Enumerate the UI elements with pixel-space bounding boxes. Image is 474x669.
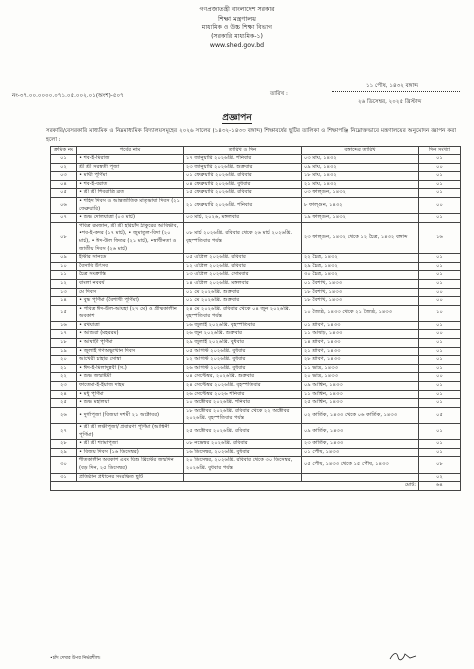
cell-days: ০০ [419, 297, 461, 306]
title-text: প্রজ্ঞাপন [222, 113, 252, 123]
section-name: (সরকারি মাধ্যমিক-১) [211, 33, 263, 40]
cell-serial: ১৩ [51, 288, 77, 297]
table-row [51, 457, 461, 473]
cell-bangla-date: ১১ আষাঢ়, ১৪৩৩ [302, 330, 419, 339]
table-row [51, 330, 461, 339]
cell-days: ০১ [419, 279, 461, 288]
cell-festival: • ঈদ-ই-মিলাদুন্নবী (স.) [77, 364, 184, 373]
cell-bangla-date: ২৩ কার্তিক, ১৪৩৩ [302, 440, 419, 449]
table-row [51, 297, 461, 306]
cell-festival: ফাতেমা-ই-ইয়াজ দাহম [77, 382, 184, 391]
cell-days: ০১ [419, 189, 461, 198]
cell-serial: ১৭ [51, 330, 77, 339]
cell-days: ০০ [419, 163, 461, 172]
cell-festival: প্রতিষ্ঠান প্রধানের সংরক্ষিত ছুটি [77, 473, 184, 482]
cell-days: ০১ [419, 356, 461, 365]
cell-days: ০১ [419, 214, 461, 223]
table-row [51, 262, 461, 271]
cell-days: ০১ [419, 347, 461, 356]
table-row [51, 390, 461, 399]
cell-days: ০১ [419, 448, 461, 457]
cell-days: ০১ [419, 254, 461, 263]
intro-paragraph: সরকারি/বেসরকারি মাধ্যমিক ও নিম্নমাধ্যমিক বিদ্যালয়সমূহের ২০২৬ সালের (১৪৩২-১৪৩৩ বঙ্গাব্দ) শিক্ষাবর্ষের ছুটির তালিকা ও শিক্ষাপঞ্জি নিম্নোক্তভাবে মন্ত্রণালয়ের অনুমোদন জ্ঞাপন করা হলো : [46, 128, 456, 143]
cell-days: ০১ [419, 262, 461, 271]
cell-days: ০০ [419, 288, 461, 297]
cell-bangla-date: ১০ জ্যৈষ্ঠ, ১৪৩৩ থেকে ২১ জ্যৈষ্ঠ, ১৪৩৩ [302, 305, 419, 321]
table-row [51, 448, 461, 457]
cell-festival: • শুভ মহালয়া [77, 399, 184, 408]
table-row [51, 356, 461, 365]
cell-days: ০১ [419, 399, 461, 408]
cell-bangla-date: ১১ ভাদ্র, ১৪৩৩ [302, 364, 419, 373]
cell-festival: • বুদ্ধ পূর্ণিমা (বৈশাখী পূর্ণিমা) [77, 297, 184, 306]
cell-days: ০১ [419, 424, 461, 440]
cell-bangla-date: ২৩ ফাল্গুন, ১৪৩২ থেকে ১২ চৈত্র, ১৪৩২ বঙ্গাব্দ [302, 222, 419, 253]
cell-festival: • শ্রী শ্রী লক্ষীপূজা/ প্রবারণা পূর্ণিমা (আশ্বিনী পূর্ণিমা) [77, 424, 184, 440]
cell-bangla-date: ২০ ভাদ্র, ১৪৩৩ [302, 373, 419, 382]
cell-days: ০১ [419, 440, 461, 449]
date-label: তারিখ : [270, 91, 288, 97]
table-row [51, 254, 461, 263]
cell-bangla-date: ৮ ফাল্গুন, ১৪৩২ [302, 197, 419, 213]
cell-festival: • শ্রী শ্রী শ্যামাপূজা [77, 440, 184, 449]
cell-serial: ০৭ [51, 214, 77, 223]
cell-days: ০১ [419, 339, 461, 348]
cell-bangla-date: ০৩ ফাল্গুন, ১৪৩২ [302, 189, 419, 198]
cell-date: ১৭ জানুয়ারি ২০২৬খ্রি. শনিবার [184, 155, 302, 164]
table-row [51, 399, 461, 408]
cell-serial: ১১ [51, 271, 77, 280]
table-row [51, 288, 461, 297]
cell-date: ২১ ফেব্রুয়ারি ২০২৬খ্রি. শনিবার [184, 197, 302, 213]
table-row [51, 271, 461, 280]
cell-date: ০৫ আগস্ট ২০২৬খ্রি. বুধবার [184, 347, 302, 356]
ministry-name: শিক্ষা মন্ত্রণালয় [217, 15, 257, 23]
cell-festival: • রথযাত্রা [77, 321, 184, 330]
cell-serial: ২৫ [51, 399, 77, 408]
table-row [51, 407, 461, 423]
cell-date: ১৪ এপ্রিল ২০২৬খ্রি. মঙ্গলবার [184, 279, 302, 288]
cell-date: ২৬ আগস্ট ২০২৬খ্রি. বুধবার [184, 364, 302, 373]
cell-festival: • শুভ দোলযাত্রা (০৩ মার্চ) [77, 214, 184, 223]
cell-serial: ০৮ [51, 222, 77, 253]
cell-days: ০০ [419, 330, 461, 339]
cell-serial: ০৪ [51, 180, 77, 189]
cell-festival: বৈসাবি উৎসব [77, 262, 184, 271]
cell-serial: ১৬ [51, 321, 77, 330]
cell-bangla-date: ১৮ মাঘ, ১৪৩২ [302, 172, 419, 181]
cell-bangla-date: ০৩ মাঘ, ১৪৩২ [302, 155, 419, 164]
cell-serial: ২৯ [51, 448, 77, 457]
cell-date: ১৩ এপ্রিল ২০২৬খ্রি. সোমবার [184, 271, 302, 280]
cell-bangla-date: ৩০ চৈত্র, ১৪৩২ [302, 271, 419, 280]
cell-bangla-date: ১১ আশ্বিন, ১৪৩৩ [302, 390, 419, 399]
cell-festival: • বিজয় দিবস (১৬ ডিসেম্বর) [77, 448, 184, 457]
footnote: •চাঁদ দেখার উপর নির্ভরশীল। [50, 656, 101, 661]
cell-festival: শ্রী শ্রী সরস্বতী পূজা [77, 163, 184, 172]
cell-date: ২৯ জুলাই ২০২৬খ্রি. বুধবার [184, 339, 302, 348]
table-row [51, 172, 461, 181]
table-row [51, 214, 461, 223]
total-label: মোট: [51, 482, 419, 491]
cell-festival: • শ্রী শ্রী শিবরাত্রি ব্রত [77, 189, 184, 198]
cell-days: ০১ [419, 382, 461, 391]
website-link[interactable]: www.shed.gov.bd [209, 42, 265, 49]
header-date: তারিখ ও দিন [184, 147, 302, 155]
table-row [51, 440, 461, 449]
cell-festival: ইস্টার সানডে [77, 254, 184, 263]
cell-date: ২০ ডিসেম্বর, ২০২৬খ্রি. রবিবার থেকে ৩০ ডিসেম্বর, ২০২৬খ্রি. বুধবার পর্যন্ত [184, 457, 302, 473]
table-row [51, 222, 461, 253]
cell-days: ১৬ [419, 222, 461, 253]
table-row [51, 473, 461, 482]
cell-serial: ০৩ [51, 172, 77, 181]
cell-serial: ১৮ [51, 339, 77, 348]
govt-title: গণপ্রজাতন্ত্রী বাংলাদেশ সরকার [199, 6, 275, 13]
cell-serial: ০১ [51, 155, 77, 164]
cell-bangla-date: ২১ শ্রাবণ, ১৪৩৩ [302, 347, 419, 356]
cell-date: ১০ অক্টোবর ২০২৬খ্রি. শনিবার [184, 399, 302, 408]
header-days: দিন সংখ্যা [419, 147, 461, 155]
table-row [51, 321, 461, 330]
division-name: মাধ্যমিক ও উচ্চ শিক্ষা বিভাগ [201, 24, 273, 31]
table-row [51, 347, 461, 356]
cell-bangla-date: ২৮ শ্রাবণ, ১৪৩৩ [302, 356, 419, 365]
cell-date: ১৮ অক্টোবর ২০২৬খ্রি. রবিবার থেকে ২২ অক্টোবর ২০২৬খ্রি. বৃহস্পতিবার পর্যন্ত [184, 407, 302, 423]
cell-festival: • আষাঢ়ী পূর্ণিমা [77, 339, 184, 348]
cell-festival: • শব-ই-বরাত [77, 180, 184, 189]
cell-date: ২৪ সেপ্টেম্বর ২০২৬খ্রি. বৃহস্পতিবার [184, 382, 302, 391]
cell-festival: আখেরী চাহার সোম্বা [77, 356, 184, 365]
cell-festival: বাংলা নববর্ষ [77, 279, 184, 288]
cell-serial: ০৫ [51, 189, 77, 198]
cell-date: ০১ মে ২০২৬খ্রি. শুক্রবার [184, 288, 302, 297]
header-serial: ক্রমিক নং [51, 147, 77, 155]
table-row [51, 373, 461, 382]
table-row [51, 339, 461, 348]
cell-serial: ০২ [51, 163, 77, 172]
cell-bangla-date: ০৯ মাঘ, ১৪৩২ [302, 163, 419, 172]
cell-serial: ১২ [51, 279, 77, 288]
table-row [51, 197, 461, 213]
memo-number: নং-৩৭.০০.০০০০.০৭১.০৫.০০২.০১(অংশ)-৫০৭ [12, 93, 124, 99]
cell-serial: ০৯ [51, 254, 77, 263]
cell-bangla-date: ০১ পৌষ, ১৪৩৩ [302, 448, 419, 457]
cell-date [184, 473, 302, 482]
cell-date: ০৪ সেপ্টেম্বর, ২০২৬খ্রি. শুক্রবার [184, 373, 302, 382]
cell-days: ০৮ [419, 457, 461, 473]
table-row [51, 364, 461, 373]
cell-bangla-date: ০১ শ্রাবণ, ১৪৩৩ [302, 321, 419, 330]
cell-date: ০১ ফেব্রুয়ারি ২০২৬খ্রি. রবিবার [184, 172, 302, 181]
cell-serial: ৩০ [51, 457, 77, 473]
cell-bangla-date: ২২ চৈত্র, ১৪৩২ [302, 254, 419, 263]
cell-days: ০০ [419, 373, 461, 382]
cell-days: ০০ [419, 197, 461, 213]
holiday-table [50, 146, 461, 491]
cell-date: ০৪ ফেব্রুয়ারি ২০২৬খ্রি. বুধবার [184, 180, 302, 189]
cell-date: ২৩ জানুয়ারি ২০২৬খ্রি. শুক্রবার [184, 163, 302, 172]
page-title [0, 110, 474, 125]
table-row [51, 155, 461, 164]
cell-serial: ১৫ [51, 305, 77, 321]
cell-date: ০৮ নভেম্বর ২০২৬খ্রি. রবিবার [184, 440, 302, 449]
cell-bangla-date: ১৯ ফাল্গুন, ১৪৩২ [302, 214, 419, 223]
table-row [51, 189, 461, 198]
date-bangla: ১১ পৌষ, ১৪৩২ বঙ্গাব্দ [332, 82, 460, 92]
cell-serial: ২৬ [51, 407, 77, 423]
table-total-row [51, 482, 461, 491]
cell-serial: ২১ [51, 364, 77, 373]
cell-date: ০১ মে ২০২৬খ্রি. শুক্রবার [184, 297, 302, 306]
cell-bangla-date: ১৮ বৈশাখ, ১৪৩৩ [302, 297, 419, 306]
total-value: ৬৪ [419, 482, 461, 491]
cell-days: ০১ [419, 180, 461, 189]
cell-bangla-date: ২৫ আশ্বিন, ১৪৩৩ [302, 399, 419, 408]
header-festival: পর্বের নাম [77, 147, 184, 155]
cell-days: ০৫ [419, 407, 461, 423]
cell-days: ০১ [419, 271, 461, 280]
cell-festival: • আশুরা (মহররম) [77, 330, 184, 339]
table-body [51, 155, 461, 491]
cell-date: ২৪ মে ২০২৬খ্রি. রবিবার থেকে ০৪ জুন ২০২৬খ্রি. বৃহস্পতিবার পর্যন্ত [184, 305, 302, 321]
cell-festival: • শুভ জন্মাষ্টমী [77, 373, 184, 382]
cell-festival: পবিত্র রমজান, শ্রী শ্রী হরিচাঁদ ঠাকুরের আবির্ভাব, •শব-ই-কদর (১৭ মার্চ), • জুমাতুল-বিদা (২০ মার্চ), • ঈদ-উল ফিতর (২১ মার্চ), •স্বাধীনতা ও জাতীয় দিবস (২৬ মার্চ) [77, 222, 184, 253]
cell-festival: • জুলাই গণঅভ্যুত্থান দিবস [77, 347, 184, 356]
table-row [51, 424, 461, 440]
cell-days: ০১ [419, 390, 461, 399]
header-bangla-date: বঙ্গাব্দের তারিখ [302, 147, 419, 155]
cell-festival: মে দিবস [77, 288, 184, 297]
cell-festival: • দুর্গাপূজা (বিজয়া দশমী ২১ অক্টোবর) [77, 407, 184, 423]
table-header-row [51, 147, 461, 155]
cell-date: ১৬ ডিসেম্বর, ২০২৬খ্রি. বুধবার [184, 448, 302, 457]
cell-date: ১৫ ফেব্রুয়ারি ২০২৬খ্রি. রবিবার [184, 189, 302, 198]
cell-bangla-date: ১৪ শ্রাবণ, ১৪৩৩ [302, 339, 419, 348]
cell-bangla-date: ২১ মাঘ, ১৪৩২ [302, 180, 419, 189]
cell-serial: ১৪ [51, 297, 77, 306]
cell-days: ০১ [419, 155, 461, 164]
cell-date: ২৬ সেপ্টেম্বর ২০২৬ শনিবার [184, 390, 302, 399]
cell-festival: • পবিত্র ঈদ-উল-আযহা (২৭ মে) ও গ্রীষ্মকালীন অবকাশ [77, 305, 184, 321]
cell-date: ১৬ জুলাই ২০২৬খ্রি. বৃহস্পতিবার [184, 321, 302, 330]
signature-mark [388, 650, 418, 662]
cell-date: ০৩ মার্চ, ২০২৬, মঙ্গলবার [184, 214, 302, 223]
cell-serial: ২৮ [51, 440, 77, 449]
cell-date: ০৫ এপ্রিল ২০২৬খ্রি. রবিবার [184, 254, 302, 263]
cell-days: ০১ [419, 364, 461, 373]
cell-date: ২৫ অক্টোবর ২০২৬খ্রি. রবিবার [184, 424, 302, 440]
cell-serial: ২২ [51, 373, 77, 382]
cell-days: ০১ [419, 172, 461, 181]
cell-bangla-date: ০২ কার্তিক, ১৪৩৩ থেকে ০৬ কার্তিক, ১৪৩৩ [302, 407, 419, 423]
cell-bangla-date: ০৯ আশ্বিন, ১৪৩৩ [302, 382, 419, 391]
table-row [51, 180, 461, 189]
table-row [51, 163, 461, 172]
cell-festival: শীতকালীন অবকাশ এবং যিশু খ্রিস্টের জন্মদিন (বড় দিন, ২৫ ডিসেম্বর) [77, 457, 184, 473]
cell-days: ১০ [419, 305, 461, 321]
cell-serial: ০৬ [51, 197, 77, 213]
table-row [51, 305, 461, 321]
cell-bangla-date: ০১ বৈশাখ, ১৪৩৩ [302, 279, 419, 288]
cell-date: ০৮ মার্চ ২০২৬খ্রি. রবিবার থেকে ২৬ মার্চ ২০২৬খ্রি. বৃহস্পতিবার পর্যন্ত [184, 222, 302, 253]
cell-date: ১২ আগস্ট ২০২৬খ্রি. বুধবার [184, 356, 302, 365]
cell-festival: • মধু পূর্ণিমা [77, 390, 184, 399]
cell-bangla-date [302, 473, 419, 482]
cell-serial: ৩১ [51, 473, 77, 482]
table-row [51, 382, 461, 391]
cell-festival: • মাঘী পূর্ণিমা [77, 172, 184, 181]
cell-festival: • শব-ই-মিরাজ [77, 155, 184, 164]
cell-festival: • শহিদ দিবস ও আন্তর্জাতিক মাতৃভাষা দিবস (২১ ফেব্রুয়ারি) [77, 197, 184, 213]
cell-festival: চৈত্র সংক্রান্তি [77, 271, 184, 280]
cell-days: ০১ [419, 321, 461, 330]
cell-days: ০২ [419, 473, 461, 482]
cell-bangla-date: ০৯ কার্তিক, ১৪৩৩ [302, 424, 419, 440]
cell-serial: ১০ [51, 262, 77, 271]
cell-serial: ১৯ [51, 347, 77, 356]
cell-serial: ২৪ [51, 390, 77, 399]
cell-bangla-date: ০৫ পৌষ, ১৪৩৩ থেকে ১৫ পৌষ, ১৪৩৩ [302, 457, 419, 473]
cell-bangla-date: ১৮ বৈশাখ, ১৪৩৩ [302, 288, 419, 297]
cell-serial: ২৭ [51, 424, 77, 440]
cell-date: ২৬ জুন ২০২৬খ্রি. শুক্রবার [184, 330, 302, 339]
cell-date: ১২ এপ্রিল ২০২৬খ্রি. রবিবার [184, 262, 302, 271]
table-row [51, 279, 461, 288]
cell-serial: ২৩ [51, 382, 77, 391]
cell-bangla-date: ২৯ চৈত্র, ১৪৩২ [302, 262, 419, 271]
cell-serial: ২০ [51, 356, 77, 365]
date-gregorian: ২৬ ডিসেম্বর, ২০২৫ খ্রিস্টাব্দ [358, 99, 422, 105]
